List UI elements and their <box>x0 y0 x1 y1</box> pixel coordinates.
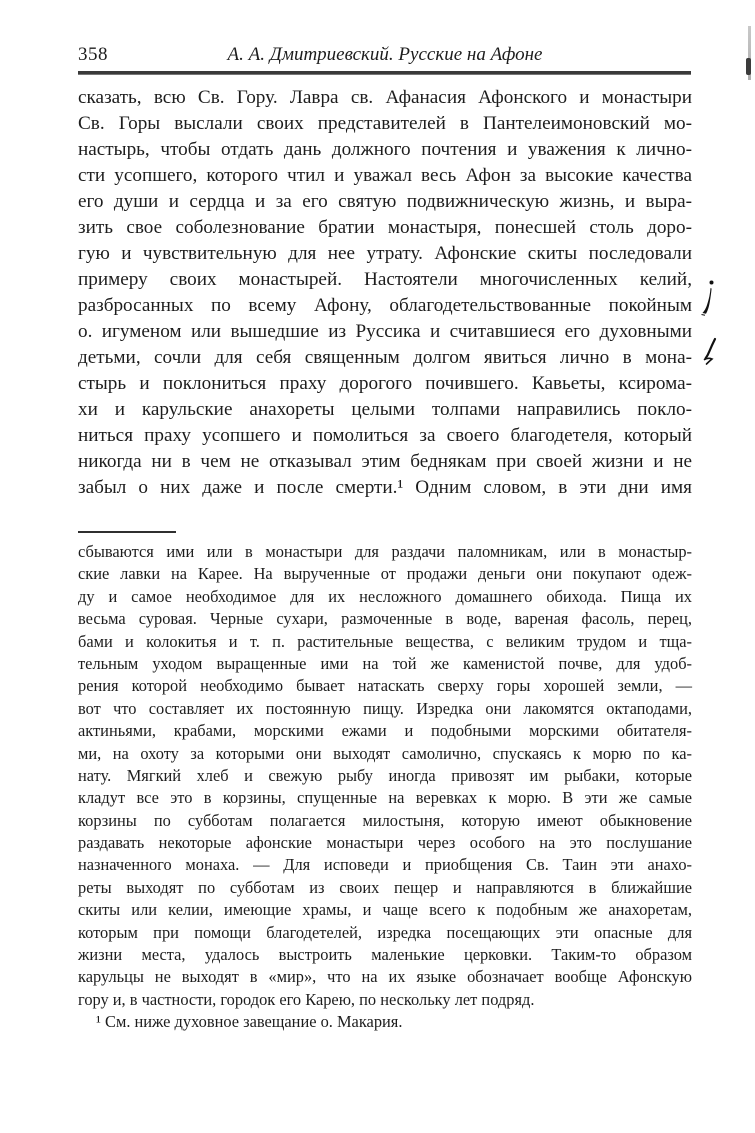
footnote-divider <box>78 531 176 533</box>
body-text-line: хи и карульские анахореты целыми толпами направились покло- <box>78 399 692 420</box>
footnote-line: карульцы не выходят в «мир», что на их языке обозначает вообще Афонскую <box>78 967 692 987</box>
footnote-line: нату. Мягкий хлеб и свежую рыбу иногда привозят им рыбаки, которые <box>78 765 692 785</box>
footnote-line: сбываются ими или в монастыри для раздачи паломникам, или в монастыр- <box>78 542 692 561</box>
footnote-line: раздавать некоторые афонские монастыри через особого на это послушание <box>78 833 692 853</box>
footnote-line: реты выходят по субботам из своих пещер и направляются в ближайшие <box>78 877 692 897</box>
footnote-text <box>78 541 692 1034</box>
body-text-line: забыл о них даже и после смерти.¹ Одним словом, в эти дни имя <box>78 477 692 498</box>
footnote-continuation <box>78 541 692 1011</box>
footnote-line: бами и колокитья и т. п. растительные вещества, с великим трудом и тща- <box>78 631 692 651</box>
running-title: А. А. Дмитриевский. Русские на Афоне <box>227 44 543 65</box>
footnote-line: тельным уходом выращенные ими на той же каменистой почве, для удоб- <box>78 653 692 673</box>
footnote-line: которым при помощи благодетелей, изредка посещающих эти опасные для <box>78 922 692 942</box>
footnote-line: корзины по субботам полагается милостыня, которую имеют обыкновение <box>78 810 692 830</box>
body-text <box>78 85 692 501</box>
body-text-line: о. игуменом или вышедшие из Руссика и считавшиеся его духовными <box>78 321 692 342</box>
body-text-line: примеру своих монастырей. Настоятели многочисленных келий, <box>78 269 692 290</box>
footnote-line: весьма суровая. Черные сухари, размоченные в воде, вареная фасоль, перец, <box>78 609 692 629</box>
footnote-line: гору и, в частности, городок его Карею, по нескольку лет подряд. <box>78 989 535 1009</box>
footnote-line: назначенного монаха. — Для исповеди и приобщения Св. Таин эти анахо- <box>78 855 692 875</box>
body-text-line: стырь и поклониться праху дорогого почившего. Кавьеты, ксирома- <box>78 373 692 394</box>
body-text-line: сти усопшего, которого чтил и уважал весь Афон за высокие качества <box>78 165 692 186</box>
footnote-line: вот что составляет их постоянную пищу. Изредка они лакомятся октаподами, <box>78 698 692 718</box>
footnote-1: ¹ См. ниже духовное завещание о. Макария. <box>96 1012 403 1032</box>
body-text-line: сказать, всю Св. Гору. Лавра св. Афанасия Афонского и монастыри <box>78 87 692 108</box>
page-number: 358 <box>78 44 108 65</box>
page-edge-mark <box>746 58 751 75</box>
body-text-line: настырь, чтобы отдать дань должного почтения и уважения к лично- <box>78 139 692 160</box>
footnote-line: ские лавки на Карее. На вырученные от продажи деньги они покупают одеж- <box>78 564 692 584</box>
body-text-line: детьми, сочли для себя священным долгом явиться лично в мона- <box>78 347 692 368</box>
body-text-line: его души и сердца и за его святую подвижническую жизнь, и выра- <box>78 191 692 212</box>
footnote-line: скиты или келии, имеющие храмы, и чаще всего к подобным же анахоретам, <box>78 900 692 920</box>
body-text-line: зить свое соболезнование братии монастыря, понесшей столь доро- <box>78 217 692 238</box>
footnote-line: жизни места, удалось выстроить маленькие церковки. Таким-то образом <box>78 945 692 965</box>
body-text-line: никогда ни в чем не отказывал этим беднякам при своей жизни и не <box>78 451 692 472</box>
footnote-line: кладут все это в корзины, спущенные на веревках к морю. В эти же самые <box>78 788 692 808</box>
header-rule <box>78 71 691 75</box>
body-text-line: разбросанных по всему Афону, облагодетельствованные покойным <box>78 295 692 316</box>
ink-mark-icon <box>701 337 721 367</box>
running-head <box>78 44 692 68</box>
footnote-line: ми, на охоту за которыми они выходят самолично, спускаясь к морю по ка- <box>78 743 692 763</box>
body-text-line: Св. Горы выслали своих представителей в Пантелеимоновский мо- <box>78 113 692 134</box>
ink-mark-icon <box>699 279 717 321</box>
footnote-line: актиньями, крабами, морскими ежами и подобными морскими обитателя- <box>78 721 692 741</box>
body-text-line: ниться праху усопшего и помолиться за своего благодетеля, который <box>78 425 692 446</box>
footnote-line: рения которой необходимо бывает натаскать сверху горы хорошей земли, — <box>78 676 692 696</box>
footnote-line: ду и самое необходимое для их несложного домашнего обихода. Пища их <box>78 586 692 606</box>
body-text-line: гую и чувствительную для нее утрату. Афонские скиты последовали <box>78 243 692 264</box>
